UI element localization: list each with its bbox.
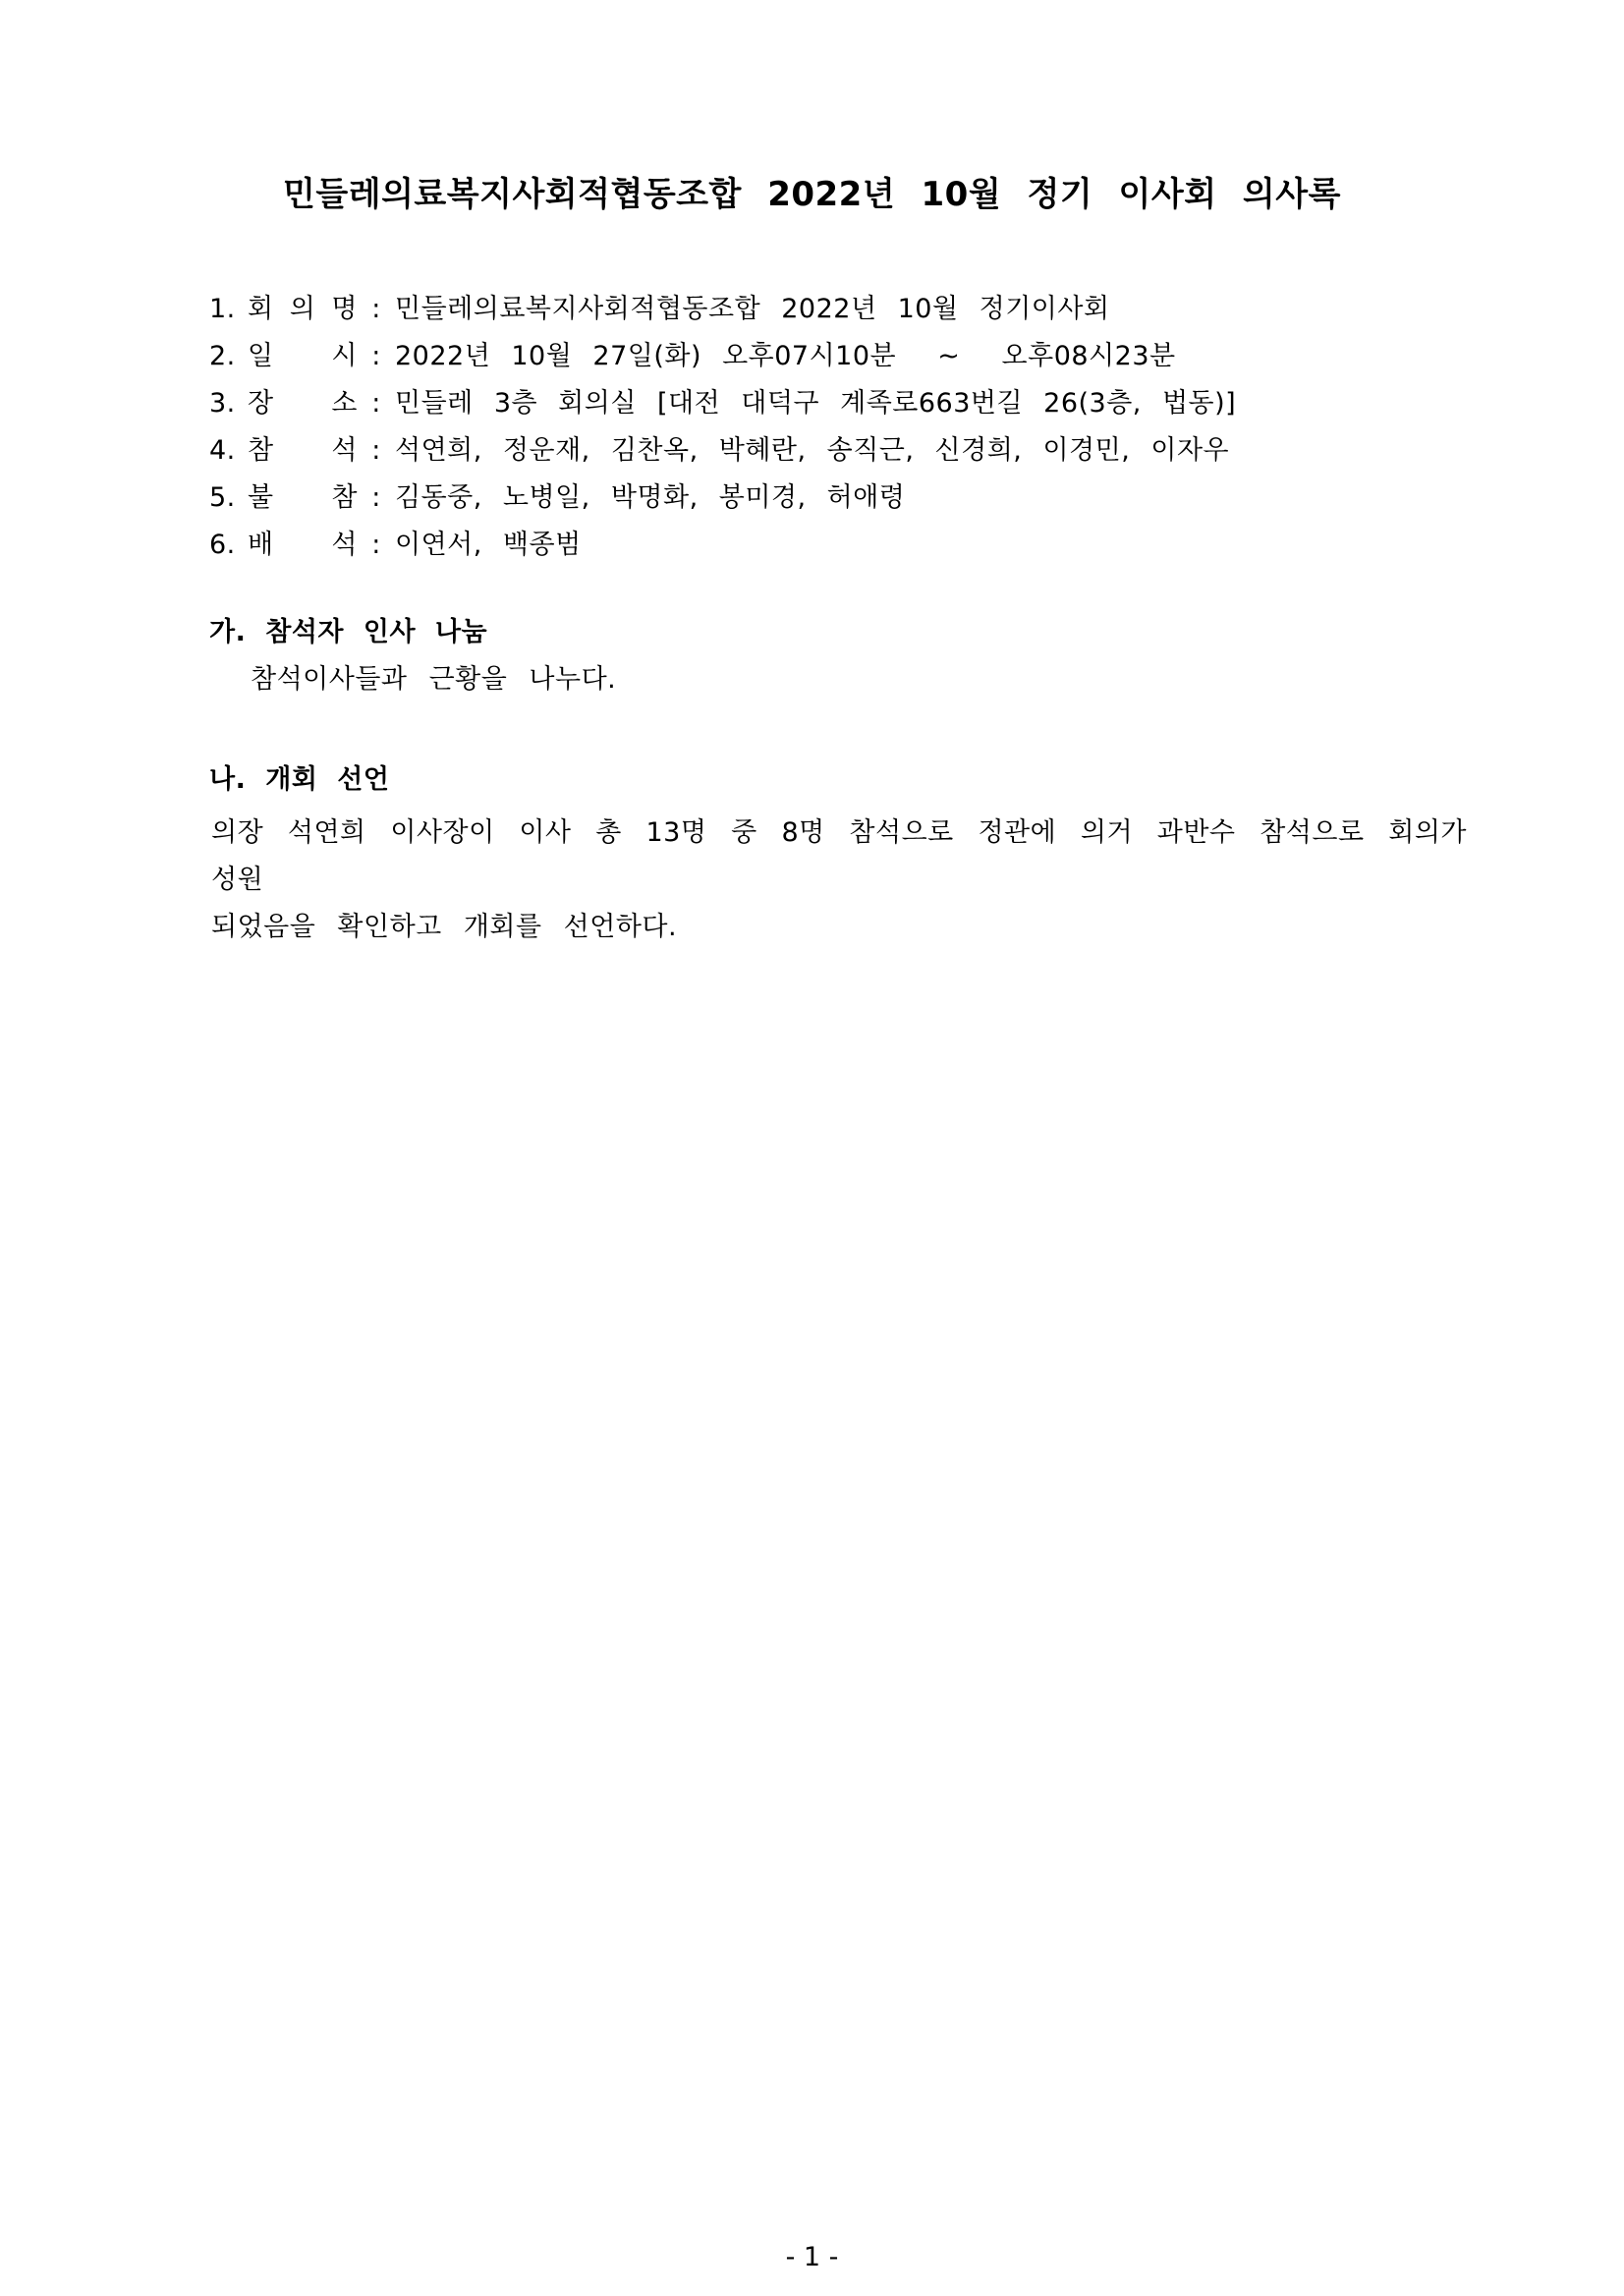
meeting-info-row-2: [209, 333, 1477, 380]
body-line: 참석이사들과 근황을 나누다.: [251, 664, 617, 695]
item-value: 김동중, 노병일, 박명화, 봉미경, 허애령: [395, 482, 906, 513]
section-opening-declaration: [209, 756, 1489, 951]
section-body: [251, 656, 1477, 703]
meeting-info-row-1: [209, 286, 1477, 333]
page-number: - 1 -: [785, 2242, 839, 2272]
item-number: 5.: [209, 482, 236, 513]
item-value: 이연서, 백종범: [395, 530, 582, 560]
item-label: 일 시: [248, 341, 358, 371]
item-colon: :: [371, 341, 381, 371]
item-number: 3.: [209, 388, 236, 419]
item-value: 석연희, 정운재, 김찬옥, 박혜란, 송직근, 신경희, 이경민, 이자우: [395, 435, 1230, 466]
body-line: 되었음을 확인하고 개회를 선언하다.: [211, 912, 678, 942]
item-number: 4.: [209, 435, 236, 466]
item-label: 불 참: [248, 482, 358, 513]
item-number: 1.: [209, 294, 236, 324]
meeting-info-list: [209, 286, 1477, 569]
meeting-info-row-5: [209, 475, 1477, 522]
item-colon: :: [371, 482, 381, 513]
item-value: 민들레 3층 회의실 [대전 대덕구 계족로663번길 26(3층, 법동)]: [395, 388, 1237, 419]
document-title: 민들레의료복지사회적협동조합 2022년 10월 정기 이사회 의사록: [283, 175, 1341, 214]
item-number: 6.: [209, 530, 236, 560]
item-value: 2022년 10월 27일(화) 오후07시10분 ~ 오후08시23분: [395, 341, 1176, 371]
meeting-info-row-3: [209, 380, 1477, 427]
item-colon: :: [371, 435, 381, 466]
item-label: 회 의 명: [248, 294, 358, 324]
item-colon: :: [371, 294, 381, 324]
section-heading: 나. 개회 선언: [209, 764, 390, 795]
item-number: 2.: [209, 341, 236, 371]
item-value: 민들레의료복지사회적협동조합 2022년 10월 정기이사회: [395, 294, 1110, 324]
body-line: 의장 석연희 이사장이 이사 총 13명 중 8명 참석으로 정관에 의거 과반수 참석으로 회의가 성원: [211, 817, 1489, 895]
item-label: 배 석: [248, 530, 358, 560]
meeting-info-row-6: [209, 522, 1477, 569]
item-colon: :: [371, 388, 381, 419]
item-label: 참 석: [248, 435, 358, 466]
section-body: [211, 810, 1489, 951]
section-heading: 가. 참석자 인사 나눔: [209, 617, 488, 647]
meeting-info-row-4: [209, 427, 1477, 475]
section-attendee-greetings: [209, 609, 1477, 703]
item-label: 장 소: [248, 388, 358, 419]
item-colon: :: [371, 530, 381, 560]
